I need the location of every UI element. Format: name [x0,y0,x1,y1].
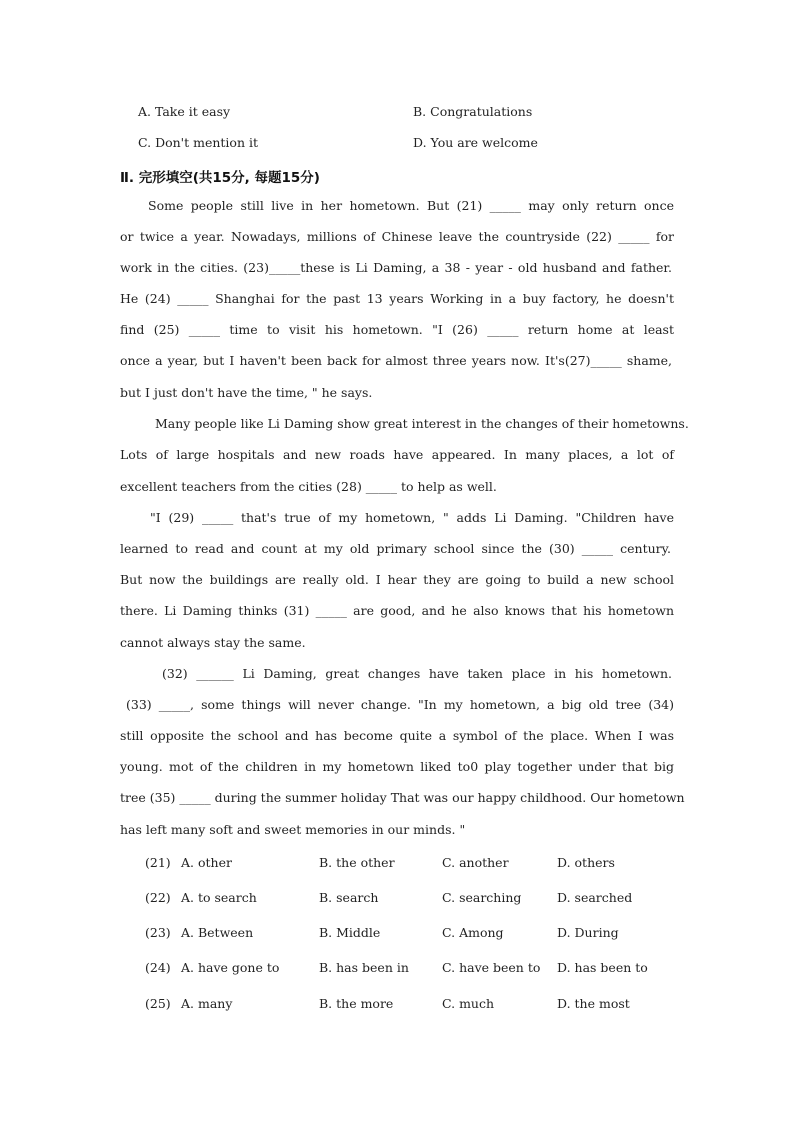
choice-c: C. much [442,996,495,1011]
choice-b: B. the more [319,996,394,1011]
choice-c: C. searching [442,890,522,905]
question-number: (21) [145,855,171,870]
passage-line: "I (29) _____ that's true of my hometown, " adds Li Daming. "Children have [150,510,674,525]
choice-b: B. has been in [319,960,409,975]
passage-line: there. Li Daming thinks (31) _____ are good, and he also knows that his hometown [120,603,674,618]
question-number: (23) [145,925,171,940]
passage-line: Many people like Li Daming show great interest in the changes of their hometowns. [155,416,689,431]
passage-line: young. mot of the children in my hometown liked to0 play together under that big [120,759,674,774]
passage-line: (33) _____, some things will never change. "In my hometown, a big old tree (34) [126,697,674,712]
choice-d: D. During [557,925,619,940]
option-a: A. Take it easy [138,104,231,119]
choice-b: B. search [319,890,379,905]
choice-d: D. others [557,855,615,870]
option-c: C. Don't mention it [138,135,258,150]
choice-d: D. searched [557,890,633,905]
option-b: B. Congratulations [413,104,533,119]
option-d: D. You are welcome [413,135,538,150]
passage-line: He (24) _____ Shanghai for the past 13 years Working in a buy factory, he doesn't [120,291,674,306]
passage-line: still opposite the school and has become quite a symbol of the place. When I was [120,728,674,743]
choice-c: C. have been to [442,960,541,975]
passage-line: or twice a year. Nowadays, millions of Chinese leave the countryside (22) _____ for [120,229,674,244]
choice-a: A. to search [181,890,257,905]
question-number: (25) [145,996,171,1011]
passage-line: but I just don't have the time, " he says. [120,385,373,400]
choice-b: B. the other [319,855,395,870]
choice-c: C. Among [442,925,504,940]
section-heading: Ⅱ. 完形填空(共15分, 每题15分) [120,170,320,186]
passage-line: once a year, but I haven't been back for almost three years now. It's(27)_____ shame, [120,353,672,368]
passage-line: learned to read and count at my old primary school since the (30) _____ century. [120,541,671,556]
question-number: (22) [145,890,171,905]
passage-line: work in the cities. (23)_____these is Li Daming, a 38 - year - old husband and father. [120,260,672,275]
choice-d: D. the most [557,996,630,1011]
passage-line: Lots of large hospitals and new roads have appeared. In many places, a lot of [120,447,674,462]
passage-line: tree (35) _____ during the summer holiday That was our happy childhood. Our hometown [120,790,685,805]
passage-line: Some people still live in her hometown. But (21) _____ may only return once [148,198,674,213]
passage-line: But now the buildings are really old. I hear they are going to build a new school [120,572,674,587]
passage-line: cannot always stay the same. [120,635,306,650]
passage-line: (32) ______ Li Daming, great changes have taken place in his hometown. [162,666,672,681]
choice-a: A. have gone to [181,960,280,975]
question-number: (24) [145,960,171,975]
passage-line: has left many soft and sweet memories in our minds. " [120,822,466,837]
choice-b: B. Middle [319,925,381,940]
choice-a: A. Between [181,925,254,940]
passage-line: excellent teachers from the cities (28) _____ to help as well. [120,479,497,494]
choice-c: C. another [442,855,509,870]
choice-d: D. has been to [557,960,648,975]
choice-a: A. other [181,855,232,870]
choice-a: A. many [181,996,233,1011]
passage-line: find (25) _____ time to visit his hometown. "I (26) _____ return home at least [120,322,674,337]
